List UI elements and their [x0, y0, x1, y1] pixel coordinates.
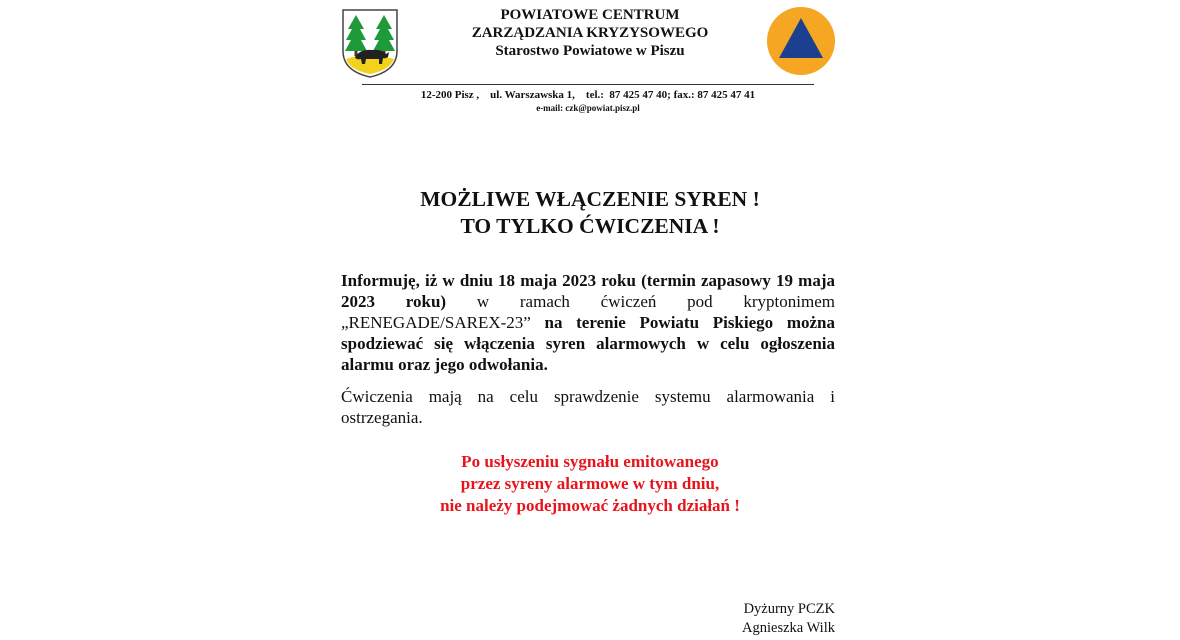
announcement-date-text: Informuję, iż w dniu 18 maja 2023 roku (termin zapasowy 19 maja 2023 roku)	[341, 271, 835, 311]
address-line: 12-200 Pisz , ul. Warszawska 1, tel.: 87 425 47 40; fax.: 87 425 47 41	[420, 89, 756, 101]
org-name-line1: POWIATOWE CENTRUM	[500, 7, 680, 23]
page-title	[340, 186, 840, 240]
civil-defence-icon	[766, 6, 836, 76]
exercise-codename-text: w ramach ćwiczeń pod kryptonimem „RENEGADE/SAREX-23”	[341, 292, 835, 332]
signature-block	[700, 600, 835, 638]
header-divider	[362, 84, 814, 85]
title-line1: MOŻLIWE WŁĄCZENIE SYREN !	[420, 187, 760, 211]
siren-info-text: na terenie Powiatu Piskiego można spodziewać się włączenia syren alarmowych w celu ogłoszenia alarmu oraz jego odwołania.	[341, 313, 836, 374]
coat-of-arms-icon	[340, 7, 400, 79]
warning-line3: nie należy podejmować żadnych działań !	[440, 496, 740, 515]
warning-line2: przez syreny alarmowe w tym dniu,	[460, 474, 720, 493]
organization-header	[420, 6, 760, 60]
org-name-line2: ZARZĄDZANIA KRYZYSOWEGO	[471, 25, 709, 41]
warning-line1: Po usłyszeniu sygnału emitowanego	[461, 452, 719, 471]
warning-notice	[340, 451, 840, 517]
email-line: e-mail: czk@powiat.pisz.pl	[536, 103, 640, 113]
signature-role: Dyżurny PCZK	[743, 601, 835, 617]
title-line2: TO TYLKO ĆWICZENIA !	[460, 214, 720, 238]
contact-info	[362, 89, 814, 115]
announcement-paragraph	[341, 270, 835, 375]
org-name-line3: Starostwo Powiatowe w Piszu	[495, 43, 685, 59]
purpose-paragraph: Ćwiczenia mają na celu sprawdzenie systemu alarmowania i ostrzegania.	[341, 387, 835, 427]
signature-name: Agnieszka Wilk	[742, 620, 835, 636]
